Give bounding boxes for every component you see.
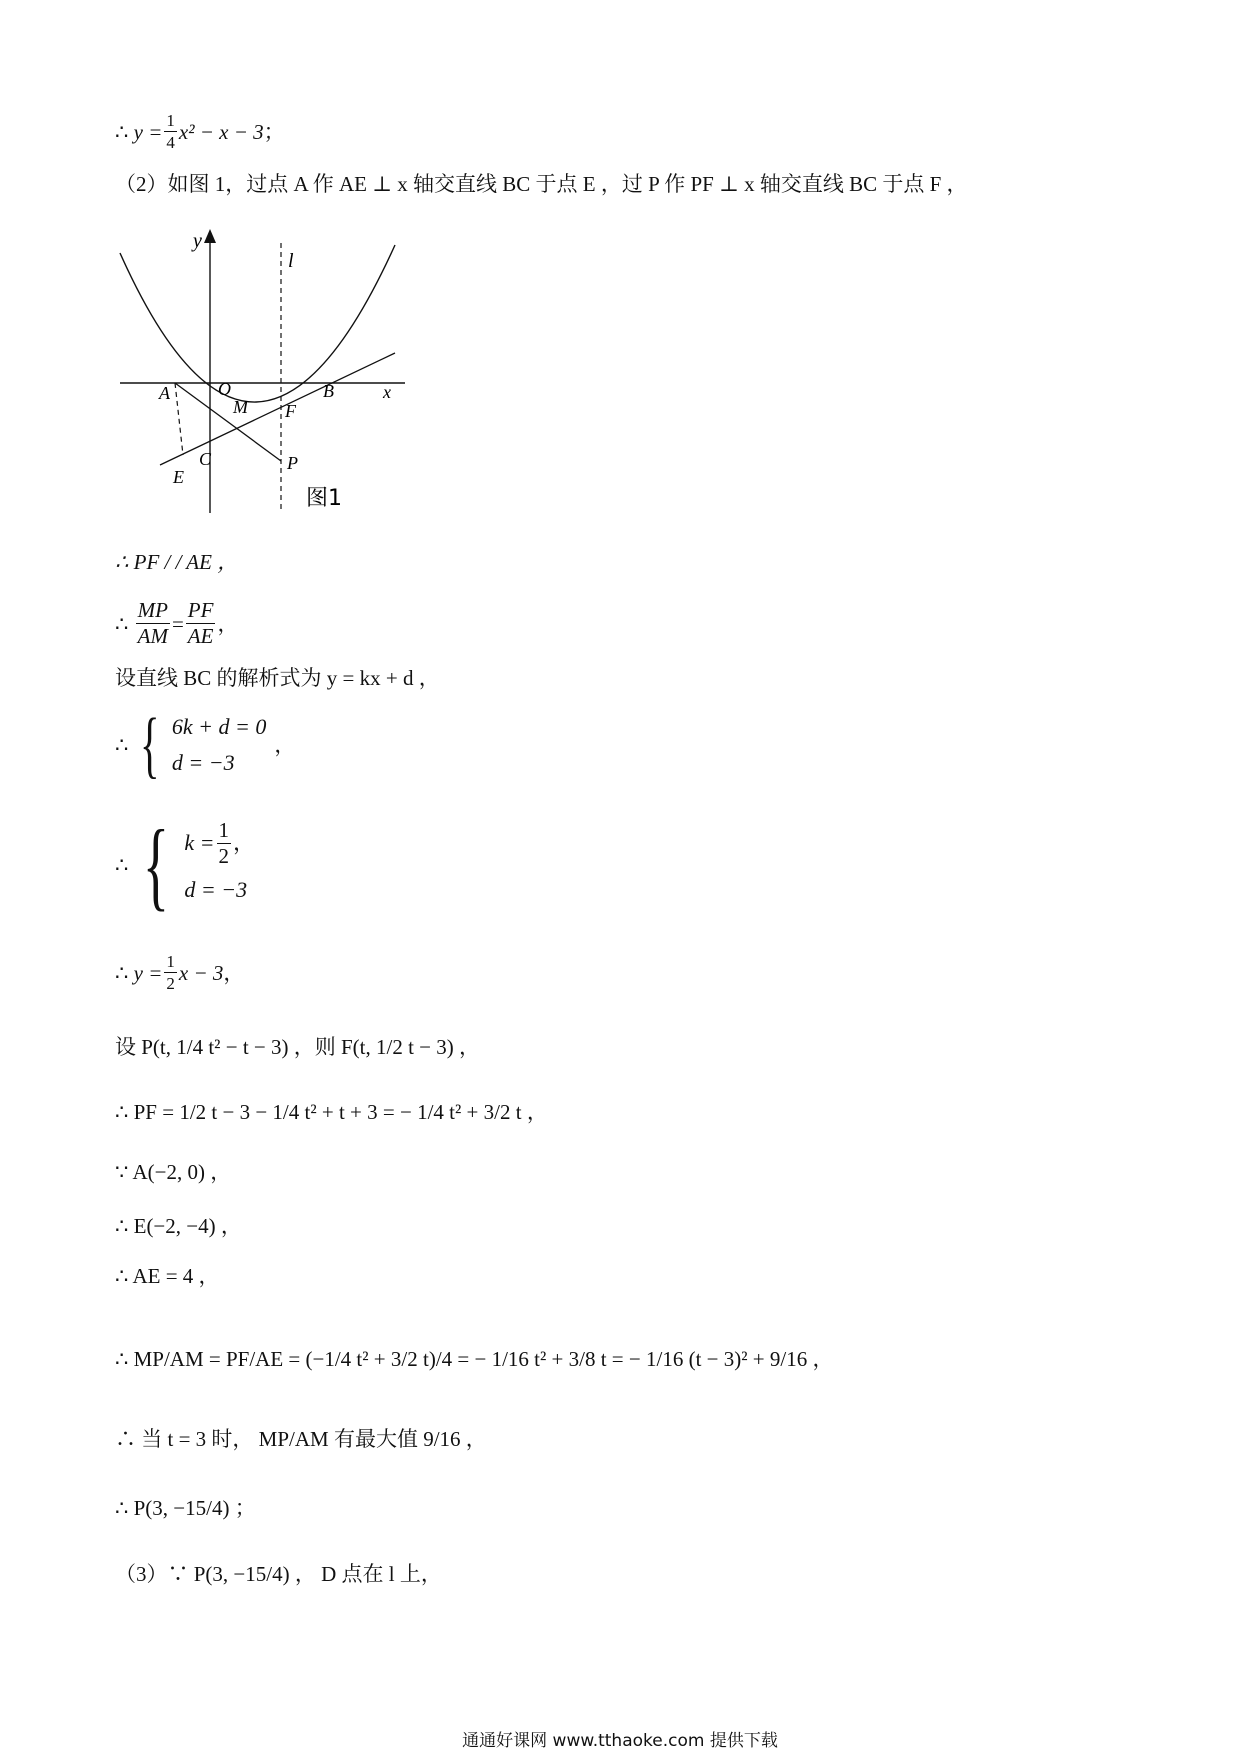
denominator: AM [137,624,168,648]
fraction-pf-ae [186,600,216,647]
ratio-equation [115,600,238,647]
therefore-symbol: ∴ [115,611,129,636]
line-bc-equation [115,953,244,992]
text: ∴ MP/AM = PF/AE = (−1/4 t² + 3/2 t)/4 = − 1/16 t² + 3/8 t = − 1/16 (t − 3)² + 9/16 ， [115,1347,834,1371]
punct: ， [233,830,256,855]
brace-icon: { [143,809,170,920]
ratio-max-derivation [115,1345,833,1373]
denominator: 2 [166,974,175,993]
text: （3）∵ P(3, −15/4) ， D 点在 l 上， [115,1562,442,1586]
line-bc [160,353,395,465]
ae-length [115,1262,220,1290]
equals: = [171,611,184,636]
text: ∴ 当 t = 3 时， MP/AM 有最大值 9/16 ， [115,1427,487,1451]
row-1: 6k + d = 0 [171,714,267,739]
system-2 [115,809,256,920]
numerator: PF [187,598,214,622]
text: ∴ E(−2, −4) ， [115,1214,242,1238]
text: ∴ P(3, −15/4) ； [115,1496,256,1520]
fraction-half [217,817,232,868]
parallel-statement [115,548,238,576]
max-value [115,1425,487,1453]
point-a [115,1158,231,1186]
denominator: 4 [166,133,175,152]
figure-caption: 图1 [306,486,342,511]
step-2-text [115,170,968,198]
lhs: y = [133,960,163,985]
label-f: F [285,401,296,421]
text: ∵ A(−2, 0) ， [115,1160,232,1184]
set-p-f [115,1033,480,1061]
label-a: A [159,383,170,403]
therefore-symbol: ∴ [115,119,129,144]
numerator: MP [137,598,168,622]
denominator: AE [187,624,214,648]
punct: ， [223,960,245,985]
label-c: C [199,449,212,469]
footer-source: 通通好课网 www.tthaoke.com 提供下载 [462,1731,778,1751]
parabola-curve [120,245,395,402]
label-b: B [323,381,334,401]
lhs: y = [133,119,163,144]
system-rows [172,709,266,781]
row-2: d = −3 [171,750,235,775]
text: ∴ PF / / AE ， [115,550,239,574]
system-rows [184,818,255,912]
numerator: 1 [218,817,229,842]
numerator: 1 [166,111,175,130]
therefore-symbol: ∴ [115,733,129,757]
fraction [164,112,177,151]
punct: ， [217,611,239,636]
k-lhs: k = [184,830,215,855]
y-axis-arrow-icon [204,229,216,243]
brace-icon: { [140,704,160,786]
rest: x − 3 [178,960,224,985]
text: ∴ AE = 4 ， [115,1264,220,1288]
point-e [115,1212,242,1240]
figure-1 [115,225,405,515]
text: 设直线 BC 的解析式为 y = kx + d ， [115,666,440,690]
fraction-mp-am [136,600,170,647]
text: （2）如图 1，过点 A 作 AE ⊥ x 轴交直线 BC 于点 E ，过 P 作 PF ⊥ x 轴交直线 BC 于点 F ， [115,172,968,196]
row-2: d = −3 [184,877,248,902]
text: ∴ PF = 1/2 t − 3 − 1/4 t² + t + 3 = − 1/4 t² + 3/2 t ， [115,1100,548,1124]
label-l: l [288,250,294,272]
label-y: y [193,230,202,252]
segment-ae [175,383,183,455]
label-p: P [287,453,298,473]
system-1 [115,704,296,786]
punct: ， [274,733,296,757]
line-bc-setup [115,664,440,692]
therefore-symbol: ∴ [115,960,129,985]
equation-parabola [115,112,285,151]
step-3-text [115,1560,442,1588]
rest: x² − x − 3 [178,119,264,144]
pf-expression [115,1098,548,1126]
therefore-symbol: ∴ [115,853,129,877]
label-m: M [233,397,248,417]
denominator: 2 [218,843,229,868]
punct: ； [263,119,285,144]
label-o: O [218,379,231,399]
numerator: 1 [166,952,175,971]
label-e: E [173,467,184,487]
text: 设 P(t, 1/4 t² − t − 3) ，则 F(t, 1/2 t − 3) ， [115,1035,480,1059]
label-x: x [383,382,391,402]
point-p-result [115,1494,256,1522]
fraction [164,953,177,992]
row-1 [184,818,255,868]
